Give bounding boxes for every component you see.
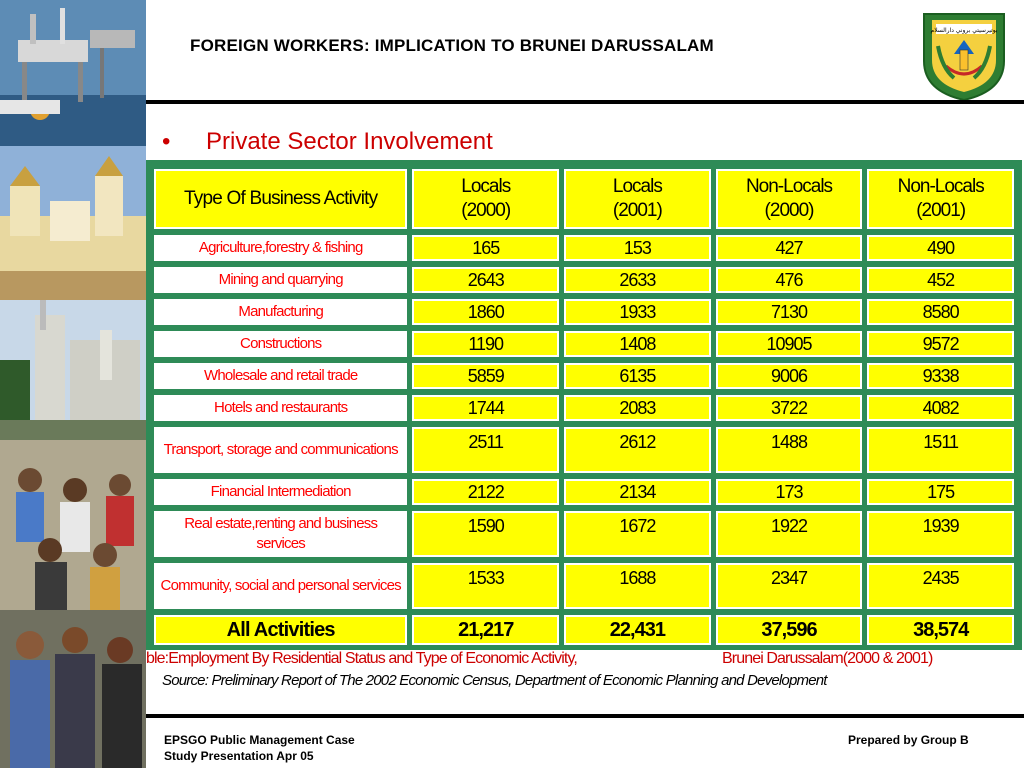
activity-cell: Mining and quarrying: [154, 267, 407, 293]
table-row: [154, 363, 1014, 389]
table-caption: [146, 650, 1024, 668]
footer-course-info: [164, 732, 355, 764]
table-row: [154, 395, 1014, 421]
table-header-row: [154, 169, 1014, 229]
value-cell: 2612: [564, 427, 711, 473]
total-cell: 37,596: [716, 615, 863, 645]
column-header: Non-Locals (2000): [716, 169, 863, 229]
value-cell: 1939: [867, 511, 1014, 557]
svg-text:بوتيرسيتي بروني دارالسلام: بوتيرسيتي بروني دارالسلام: [930, 27, 998, 34]
value-cell: 2435: [867, 563, 1014, 609]
detained-workers-photo: [0, 610, 146, 768]
value-cell: 4082: [867, 395, 1014, 421]
value-cell: 165: [412, 235, 559, 261]
section-heading: [162, 128, 493, 156]
value-cell: 3722: [716, 395, 863, 421]
activity-cell: Manufacturing: [154, 299, 407, 325]
table-row: [154, 563, 1014, 609]
table-row: [154, 235, 1014, 261]
value-cell: 2122: [412, 479, 559, 505]
value-cell: 1533: [412, 563, 559, 609]
value-cell: 1590: [412, 511, 559, 557]
activity-cell: Wholesale and retail trade: [154, 363, 407, 389]
value-cell: 2643: [412, 267, 559, 293]
activity-cell: Transport, storage and communications: [154, 427, 407, 473]
value-cell: 7130: [716, 299, 863, 325]
value-cell: 2633: [564, 267, 711, 293]
activity-cell: Community, social and personal services: [154, 563, 407, 609]
value-cell: 2083: [564, 395, 711, 421]
value-cell: 173: [716, 479, 863, 505]
employment-table-grid: [149, 163, 1019, 651]
footer-divider: [146, 714, 1024, 718]
table-source: Source: Preliminary Report of The 2002 Economic Census, Department of Economic Planning and Development: [162, 672, 827, 689]
photo-strip: [0, 0, 146, 768]
value-cell: 2347: [716, 563, 863, 609]
table-row: [154, 479, 1014, 505]
table-row: [154, 267, 1014, 293]
activity-cell: Real estate,renting and business services: [154, 511, 407, 557]
header-divider: [146, 100, 1024, 104]
value-cell: 1688: [564, 563, 711, 609]
total-label-cell: All Activities: [154, 615, 407, 645]
table-row: [154, 331, 1014, 357]
factory-photo: [0, 300, 146, 440]
value-cell: 1922: [716, 511, 863, 557]
footer-author: Prepared by Group B: [848, 733, 969, 747]
column-header: Type Of Business Activity: [154, 169, 407, 229]
value-cell: 1488: [716, 427, 863, 473]
value-cell: 1190: [412, 331, 559, 357]
bullet-glyph: •: [162, 128, 171, 155]
column-header: Non-Locals (2001): [867, 169, 1014, 229]
mosque-building-photo: [0, 146, 146, 300]
value-cell: 1672: [564, 511, 711, 557]
value-cell: 476: [716, 267, 863, 293]
value-cell: 9572: [867, 331, 1014, 357]
offshore-platform-photo: [0, 0, 146, 146]
slide-title: FOREIGN WORKERS: IMPLICATION TO BRUNEI DARUSSALAM: [190, 36, 714, 55]
table-caption-location: Brunei Darussalam(2000 & 2001): [722, 650, 933, 667]
value-cell: 427: [716, 235, 863, 261]
table-row: [154, 511, 1014, 557]
value-cell: 1408: [564, 331, 711, 357]
value-cell: 9006: [716, 363, 863, 389]
total-cell: 38,574: [867, 615, 1014, 645]
workers-group-photo: [0, 440, 146, 610]
employment-table: [146, 160, 1022, 650]
value-cell: 6135: [564, 363, 711, 389]
value-cell: 2134: [564, 479, 711, 505]
table-total-row: [154, 615, 1014, 645]
table-row: [154, 299, 1014, 325]
value-cell: 9338: [867, 363, 1014, 389]
value-cell: 8580: [867, 299, 1014, 325]
total-cell: 22,431: [564, 615, 711, 645]
value-cell: 10905: [716, 331, 863, 357]
value-cell: 175: [867, 479, 1014, 505]
column-header: Locals (2000): [412, 169, 559, 229]
table-caption-title: ble:Employment By Residential Status and Type of Economic Activity,: [146, 650, 577, 667]
total-cell: 21,217: [412, 615, 559, 645]
activity-cell: Agriculture,forestry & fishing: [154, 235, 407, 261]
activity-cell: Financial Intermediation: [154, 479, 407, 505]
column-header: Locals (2001): [564, 169, 711, 229]
value-cell: 153: [564, 235, 711, 261]
value-cell: 1933: [564, 299, 711, 325]
footer-line: EPSGO Public Management Case: [164, 733, 355, 747]
footer-line: Study Presentation Apr 05: [164, 749, 314, 763]
value-cell: 5859: [412, 363, 559, 389]
value-cell: 490: [867, 235, 1014, 261]
value-cell: 2511: [412, 427, 559, 473]
section-heading-text: Private Sector Involvement: [206, 128, 493, 155]
value-cell: 1511: [867, 427, 1014, 473]
value-cell: 1744: [412, 395, 559, 421]
value-cell: 452: [867, 267, 1014, 293]
table-row: [154, 427, 1014, 473]
university-crest-logo: [914, 6, 1014, 102]
value-cell: 1860: [412, 299, 559, 325]
activity-cell: Hotels and restaurants: [154, 395, 407, 421]
activity-cell: Constructions: [154, 331, 407, 357]
